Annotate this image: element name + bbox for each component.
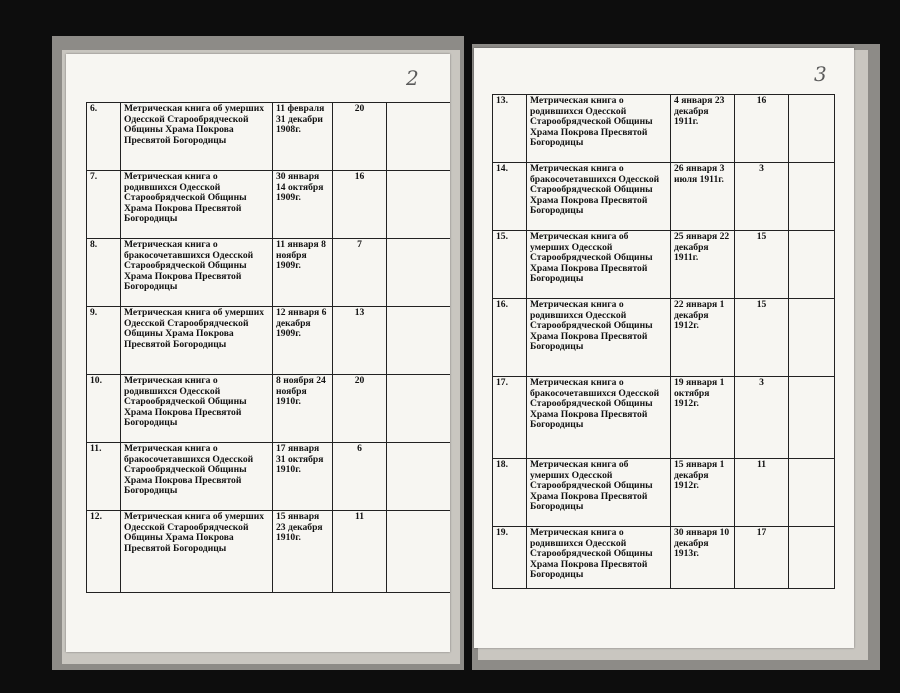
book-title: Метрическая книга о бракосочетавшихся Одесской Старообрядческой Общины Храма Покрова Пресвятой Богородицы xyxy=(527,163,671,231)
date-range: 11 февраля 31 декабри 1908г. xyxy=(273,103,333,171)
date-range: 17 января 31 октября 1910г. xyxy=(273,443,333,511)
date-range: 30 января 10 декабря 1913г. xyxy=(671,527,735,589)
register-row xyxy=(87,375,451,443)
sheet-count: 20 xyxy=(333,375,387,443)
sheet-count: 3 xyxy=(735,163,789,231)
sheet-count: 11 xyxy=(333,511,387,593)
notes-cell xyxy=(789,299,835,377)
register-row xyxy=(493,95,835,163)
register-row xyxy=(87,103,451,171)
register-row xyxy=(493,299,835,377)
sheet-count: 16 xyxy=(735,95,789,163)
sheet-count: 17 xyxy=(735,527,789,589)
date-range: 26 января 3 июля 1911г. xyxy=(671,163,735,231)
sheet-count: 15 xyxy=(735,299,789,377)
date-range: 25 января 22 декабря 1911г. xyxy=(671,231,735,299)
row-number: 8. xyxy=(87,239,121,307)
sheet-count: 16 xyxy=(333,171,387,239)
row-number: 6. xyxy=(87,103,121,171)
row-number: 17. xyxy=(493,377,527,459)
date-range: 15 января 1 декабря 1912г. xyxy=(671,459,735,527)
book-title: Метрическая книга о бракосочетавшихся Одесской Старообрядческой Общины Храма Покрова Пресвятой Богородицы xyxy=(121,443,273,511)
book-title: Метрическая книга о родившихся Одесской Старообрядческой Общины Храма Покрова Пресвятой Богородицы xyxy=(121,171,273,239)
notes-cell xyxy=(789,527,835,589)
register-row xyxy=(87,443,451,511)
register-row xyxy=(87,171,451,239)
row-number: 10. xyxy=(87,375,121,443)
notes-cell xyxy=(789,459,835,527)
book-title: Метрическая книга об умерших Одесской Старообрядческой Общины Храма Покрова Пресвятой Богородицы xyxy=(121,307,273,375)
sheet-count: 15 xyxy=(735,231,789,299)
row-number: 12. xyxy=(87,511,121,593)
register-row xyxy=(493,163,835,231)
book-title: Метрическая книга о бракосочетавшихся Одесской Старообрядческой Общины Храма Покрова Пресвятой Богородицы xyxy=(527,377,671,459)
page-number: 3 xyxy=(814,62,827,86)
book-title: Метрическая книга об умерших Одесской Старообрядческой Общины Храма Покрова Пресвятой Богородицы xyxy=(121,511,273,593)
sheet-count: 13 xyxy=(333,307,387,375)
page-number: 2 xyxy=(406,66,419,90)
book-title: Метрическая книга о родившихся Одесской Старообрядческой Общины Храма Покрова Пресвятой Богородицы xyxy=(527,527,671,589)
row-number: 13. xyxy=(493,95,527,163)
date-range: 4 января 23 декабря 1911г. xyxy=(671,95,735,163)
book-title: Метрическая книга об умерших Одесской Старообрядческой Общины Храма Покрова Пресвятой Богородицы xyxy=(527,459,671,527)
register-row xyxy=(493,527,835,589)
row-number: 18. xyxy=(493,459,527,527)
register-row xyxy=(493,231,835,299)
row-number: 9. xyxy=(87,307,121,375)
date-range: 22 января 1 декабря 1912г. xyxy=(671,299,735,377)
sheet-count: 7 xyxy=(333,239,387,307)
date-range: 8 ноября 24 ноября 1910г. xyxy=(273,375,333,443)
notes-cell xyxy=(387,511,451,593)
left-page xyxy=(66,54,450,652)
register-table xyxy=(492,94,835,589)
book-title: Метрическая книга о родившихся Одесской Старообрядческой Общины Храма Покрова Пресвятой Богородицы xyxy=(527,299,671,377)
date-range: 19 января 1 октября 1912г. xyxy=(671,377,735,459)
book-title: Метрическая книга о бракосочетавшихся Одесской Старообрядческой Общины Храма Покрова Пресвятой Богородицы xyxy=(121,239,273,307)
right-page xyxy=(474,48,854,648)
sheet-count: 20 xyxy=(333,103,387,171)
book-title: Метрическая книга об умерших Одесской Старообрядческой Общины Храма Покрова Пресвятой Богородицы xyxy=(527,231,671,299)
notes-cell xyxy=(789,231,835,299)
row-number: 19. xyxy=(493,527,527,589)
register-row xyxy=(87,307,451,375)
notes-cell xyxy=(387,239,451,307)
notes-cell xyxy=(789,377,835,459)
date-range: 30 января 14 октября 1909г. xyxy=(273,171,333,239)
date-range: 15 января 23 декабря 1910г. xyxy=(273,511,333,593)
sheet-count: 6 xyxy=(333,443,387,511)
notes-cell xyxy=(387,375,451,443)
register-table xyxy=(86,102,450,593)
date-range: 12 января 6 декабря 1909г. xyxy=(273,307,333,375)
notes-cell xyxy=(387,443,451,511)
notes-cell xyxy=(789,95,835,163)
notes-cell xyxy=(387,171,451,239)
register-row xyxy=(87,239,451,307)
date-range: 11 января 8 ноября 1909г. xyxy=(273,239,333,307)
notes-cell xyxy=(387,103,451,171)
register-row xyxy=(87,511,451,593)
row-number: 15. xyxy=(493,231,527,299)
book-title: Метрическая книга о родившихся Одесской Старообрядческой Общины Храма Покрова Пресвятой Богородицы xyxy=(121,375,273,443)
row-number: 11. xyxy=(87,443,121,511)
register-row xyxy=(493,459,835,527)
notes-cell xyxy=(387,307,451,375)
row-number: 7. xyxy=(87,171,121,239)
book-title: Метрическая книга о родившихся Одесской Старообрядческой Общины Храма Покрова Пресвятой Богородицы xyxy=(527,95,671,163)
sheet-count: 3 xyxy=(735,377,789,459)
notes-cell xyxy=(789,163,835,231)
register-row xyxy=(493,377,835,459)
row-number: 16. xyxy=(493,299,527,377)
book-title: Метрическая книга об умерших Одесской Старообрядческой Общины Храма Покрова Пресвятой Богородицы xyxy=(121,103,273,171)
row-number: 14. xyxy=(493,163,527,231)
sheet-count: 11 xyxy=(735,459,789,527)
